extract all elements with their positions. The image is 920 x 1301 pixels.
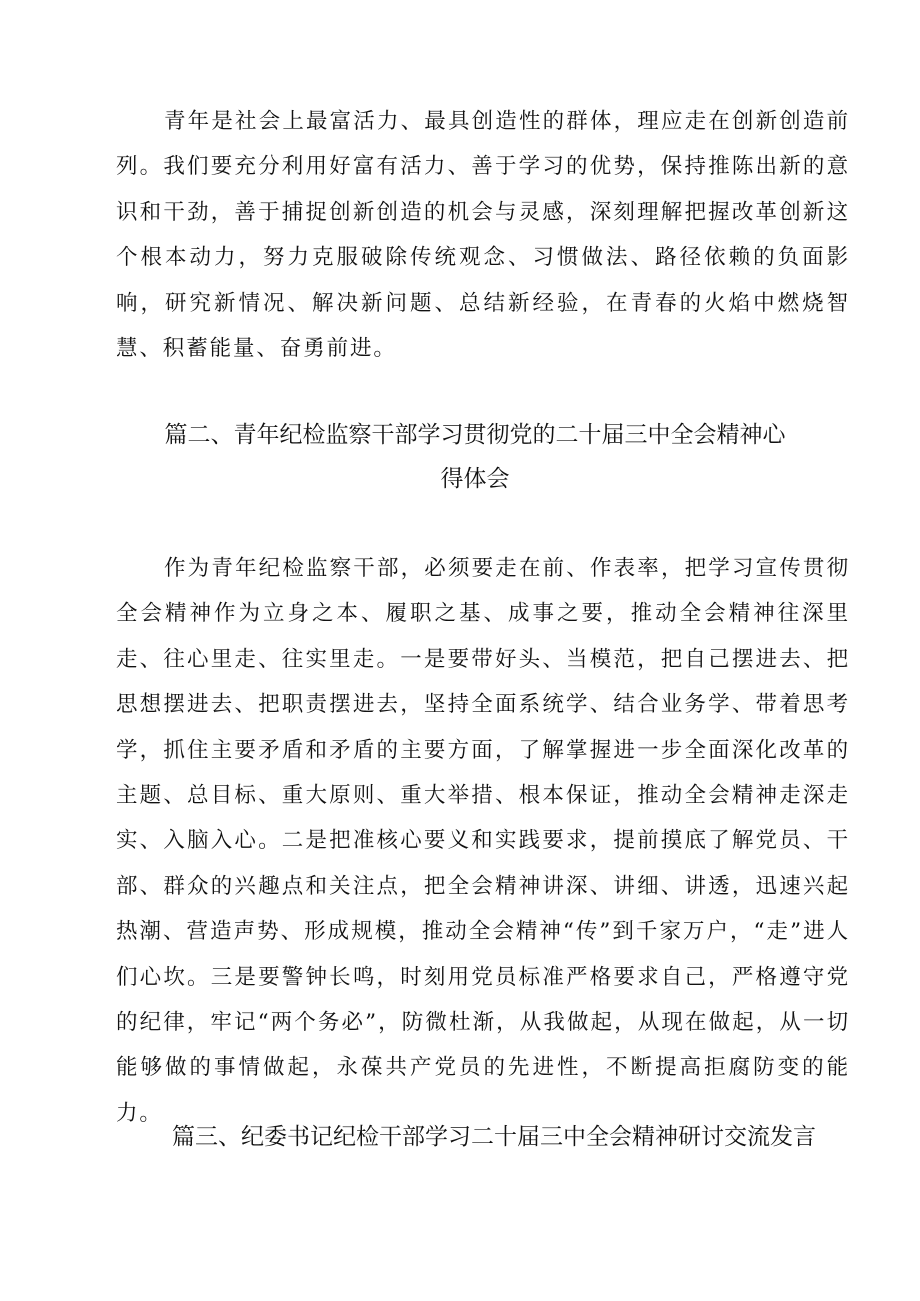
body-paragraph-1: 青年是社会上最富活力、最具创造性的群体，理应走在创新创造前列。我们要充分利用好富有活力、善于学习的优势，保持推陈出新的意识和干劲，善于捕捉创新创造的机会与灵感，深刻理解把握改革创新这个根本动力，努力克服破除传统观念、习惯做法、路径依赖的负面影响，研究新情况、解决新问题、总结新经验，在青春的火焰中燃烧智慧、积蓄能量、奋勇前进。 <box>116 109 850 362</box>
section-3-title: 篇三、纪委书记纪检干部学习二十届三中全会精神研讨交流发言 <box>172 1124 816 1150</box>
section-2-title: 篇二、青年纪检监察干部学习贯彻党的二十届三中全会精神心得体会 <box>164 422 786 492</box>
body-paragraph-2: 作为青年纪检监察干部，必须要走在前、作表率，把学习宣传贯彻全会精神作为立身之本、履职之基、成事之要，推动全会精神往深里走、往心里走、往实里走。一是要带好头、当模范，把自己摆进去、把思想摆进去、把职责摆进去，坚持全面系统学、结合业务学、带着思考学，抓住主要矛盾和矛盾的主要方面，了解掌握进一步全面深化改革的主题、总目标、重大原则、重大举措、根本保证，推动全会精神走深走实、入脑入心。二是把准核心要义和实践要求，提前摸底了解党员、干部、群众的兴趣点和关注点，把全会精神讲深、讲细、讲透，迅速兴起热潮、营造声势、形成规模，推动全会精神“传”到千家万户，“走”进人们心坎。三是要警钟长鸣，时刻用党员标准严格要求自己，严格遵守党的纪律，牢记“两个务必”，防微杜渐，从我做起，从现在做起，从一切能够做的事情做起，永葆共产党员的先进性，不断提高拒腐防变的能力。 <box>116 556 850 1126</box>
